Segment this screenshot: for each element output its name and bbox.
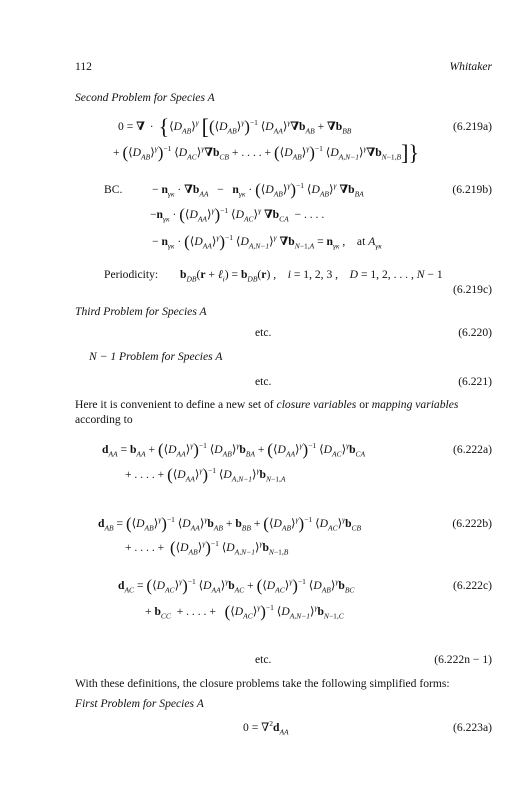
equation-6222c-line2: + $b_{CC}$ + . . . . + $(⟨D_{AC}⟩^\gamma)^{-1}$ $⟨D_{A,N-1}⟩^\gamma b_{N-1,C}$ [145,602,344,621]
eq-number-6219b: (6.219b) [452,183,492,196]
eq-number-6222c: (6.222c) [453,579,492,592]
heading-first-problem: First Problem for Species A [75,697,204,710]
eq-number-6222b: (6.222b) [452,517,492,530]
eq-number-6219a: (6.219a) [453,120,492,133]
eq-number-6221: (6.221) [458,375,492,388]
equation-6219a-line2: + $(⟨D_{AB}⟩^\gamma)^{-1}$ $⟨D_{AC}⟩^\gamma\nabla b_{CB}$ + . . . . + $(⟨D_{AB}⟩^\gamma)^{-1}$ $⟨D_{A,N-1}⟩^\gamma\nabla b_{N-1,B}$]} [113,140,420,165]
equation-6222b-line2: + . . . . + $(⟨D_{AB}⟩^\gamma)^{-1}$ $⟨D_{A,N-1}⟩^\gamma b_{N-1,B}$ [125,538,289,557]
paragraph-intro-line2: according to [75,413,133,426]
paragraph-intro-line1 [75,398,458,412]
intro-text: Here it is convenient to define a new set of [75,398,274,411]
periodicity-label: Periodicity: [104,268,159,281]
heading-second-problem: Second Problem for Species A [75,91,215,104]
eq-number-6223a: (6.223a) [453,721,492,734]
heading-third-problem: Third Problem for Species A [75,305,207,318]
page-number: 112 [75,60,92,73]
equation-6222c-line1: $d_{AC}$ = $(⟨D_{AC}⟩^\gamma)^{-1}$ $⟨D_{AA}⟩^\gamma b_{AC}$ + $(⟨D_{AC}⟩^\gamma)^{-1}$ $⟨D_{AB}⟩^\gamma b_{BC}$ [118,576,355,595]
bc-label: BC. [104,183,123,196]
running-head: Whitaker [449,60,492,73]
etc-6220: etc. [255,326,272,339]
equation-6219a-line1: 0 = ∇ · {$⟨D_{AB}⟩^\gamma$ [$(⟨D_{AB}⟩^\gamma)^{-1}$ $⟨D_{AA}⟩^\gamma\nabla b_{AB} + \nabla b_{BB}$ [118,114,352,139]
equation-6222a-line1: $d_{AA} = b_{AA}$ + $(⟨D_{AA}⟩^\gamma)^{-1}$ $⟨D_{AB}⟩^\gamma b_{BA}$ + $(⟨D_{AA}⟩^\gamma)^{-1}$ $⟨D_{AC}⟩^\gamma b_{CA}$ [102,440,366,459]
eq-number-6219c: (6.219c) [453,283,492,296]
term-mapping-variables: mapping variables [371,398,459,411]
equation-6219c: $b_{DB}(r$ + ℓ$_i$) = $b_{DB}(r)$ , i = 1, 2, 3 , D = 1, 2, . . . , N − 1 [180,268,443,284]
etc-6221: etc. [255,375,272,388]
eq-number-6222n: (6.222n − 1) [434,653,492,666]
heading-n-minus-1-problem: N − 1 Problem for Species A [89,350,223,363]
term-closure-variables: closure variables [276,398,357,411]
paragraph-simplified: With these definitions, the closure problems take the following simplified forms: [75,677,450,690]
eq-number-6220: (6.220) [458,326,492,339]
equation-6219b-line1: − $n_{\gamma\kappa} \cdot \nabla b_{AA} - n_{\gamma\kappa}$ · $(⟨D_{AB}⟩^\gamma)^{-1}$ $⟨D_{AB}⟩^\gamma$ $\nabla b_{BA}$ [152,180,364,199]
eq-number-6222a: (6.222a) [453,443,492,456]
equation-6219b-line2: $-n_{\gamma\kappa}$ · $(⟨D_{AA}⟩^\gamma)^{-1}$ $⟨D_{AC}⟩^\gamma$ $\nabla b_{CA}$ − . . . . [150,205,325,224]
etc-6222n: etc. [255,653,272,666]
equation-6222a-line2: + . . . . + $(⟨D_{AA}⟩^\gamma)^{-1}$ $⟨D_{A,N-1}⟩^\gamma b_{N-1,A}$ [125,465,286,484]
equation-6219b-line3: − $n_{\gamma\kappa}$ · $(⟨D_{AA}⟩^\gamma)^{-1}$ $⟨D_{A,N-1}⟩^\gamma$ $\nabla b_{N-1,A} = n_{\gamma\kappa}$ , at $A_{\gamma\kappa}$ [152,232,382,251]
equation-6222b-line1: $d_{AB}$ = $(⟨D_{AB}⟩^\gamma)^{-1}$ $⟨D_{AA}⟩^\gamma b_{AB} + b_{BB}$ + $(⟨D_{AB}⟩^\gamma)^{-1}$ $⟨D_{AC}⟩^\gamma b_{CB}$ [98,514,362,533]
equation-6223a: $0 = \nabla^2d_{AA}$ [243,719,289,737]
intro-or: or [359,398,369,411]
